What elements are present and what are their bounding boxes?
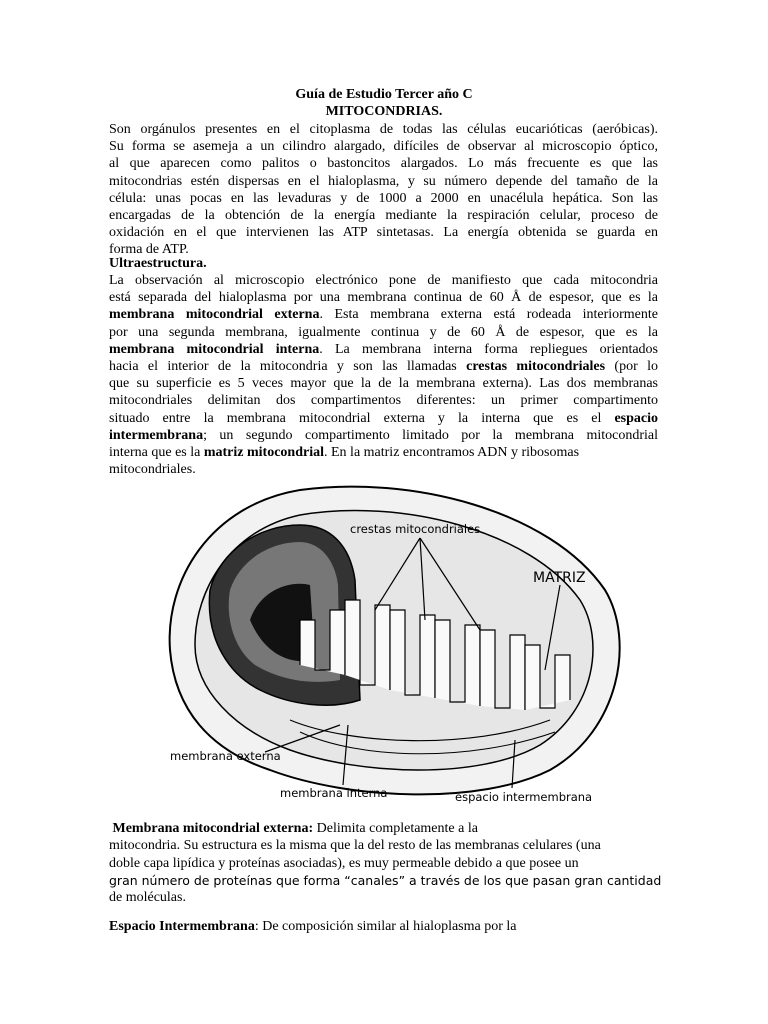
text-line: está separada del hialoplasma por una membrana continua de 60 Å de espesor, que es la	[109, 290, 658, 306]
text-line: forma de ATP.	[109, 242, 189, 258]
espacio-intermembrana-paragraph	[109, 918, 669, 935]
document-subtitle: MITOCONDRIAS.	[325, 104, 443, 119]
text-fragment: : De composición similar al hialoplasma por la	[254, 919, 517, 934]
text-line	[109, 444, 658, 461]
intro-paragraph	[109, 121, 658, 259]
text-line: mitocondrias estén dispersas en el hialoplasma, y su número depende del tamaño de la	[109, 173, 658, 189]
text-line: mitocondriales delimitan dos compartimentos diferentes: un primer compartimento	[109, 393, 658, 409]
term-crestas: crestas mitocondriales	[466, 359, 606, 375]
text-line: gran número de proteínas que forma “canales” a través de los que pasan gran cantidad	[109, 872, 662, 888]
text-line: doble capa lipídica y proteínas asociadas), es muy permeable debido a que posee un	[109, 855, 579, 871]
text-line: encargadas de la obtención de la energía mediante la respiración celular, proceso de	[109, 208, 658, 224]
text-fragment: . Esta membrana externa está rodeada interiormente	[319, 307, 658, 323]
text-line: al que aparecen como palitos o bastoncitos alargados. Lo más frecuente es que las	[109, 156, 658, 172]
text-line: por una segunda membrana, igualmente continua y de 60 Å de espesor, que es la	[109, 324, 658, 340]
text-fragment: ; un segundo compartimento limitado por la membrana mitocondrial	[203, 427, 658, 443]
ultraestructura-paragraph	[109, 272, 658, 478]
text-line: Su forma se asemeja a un cilindro alargado, difíciles de observar al microscopio óptico,	[109, 139, 658, 155]
text-line	[109, 410, 658, 427]
document-title: Guía de Estudio Tercer año C	[295, 87, 473, 102]
term-matriz: matriz mitocondrial	[203, 445, 324, 461]
term-membrana-externa: membrana mitocondrial externa	[109, 307, 320, 323]
text-fragment: . La membrana interna forma repliegues orientados	[319, 341, 658, 357]
section-heading-ultraestructura: Ultraestructura.	[109, 256, 207, 271]
text-line	[109, 820, 669, 837]
label-espacio-intermembrana: espacio intermembrana	[455, 790, 593, 804]
text-fragment: Delimita completamente a la	[313, 821, 478, 836]
text-fragment: . En la matriz encontramos ADN y ribosomas	[324, 445, 580, 461]
text-fragment: situado entre la membrana mitocondrial externa y la interna que es el	[109, 410, 615, 426]
membrana-externa-paragraph	[109, 820, 669, 906]
text-line: mitocondriales.	[109, 462, 196, 478]
text-line: La observación al microscopio electrónico pone de manifiesto que cada mitocondria	[109, 273, 658, 288]
text-line	[109, 427, 658, 444]
text-line: que su superficie es 5 veces mayor que la de la membrana externa). Las dos membranas	[109, 376, 658, 392]
term-espacio: espacio	[614, 410, 658, 426]
text-line: Son orgánulos presentes en el citoplasma de todas las células eucarióticas (aeróbicas).	[109, 122, 658, 137]
term-membrana-interna: membrana mitocondrial interna	[109, 341, 320, 357]
text-fragment: hacia el interior de la mitocondria y son las llamadas	[109, 359, 467, 375]
mitochondria-diagram	[150, 470, 630, 810]
text-line	[109, 306, 658, 323]
term-espacio-intermembrana: Espacio Intermembrana	[109, 919, 255, 934]
text-fragment: interna que es la	[109, 445, 204, 461]
text-line: oxidación en el que intervienen las ATP sintetasas. La energía obtenida se guarda en	[109, 225, 658, 241]
text-fragment: (por lo	[605, 359, 658, 375]
label-matriz: MATRIZ	[533, 570, 586, 586]
term-membrana-mitocondrial-externa: Membrana mitocondrial externa:	[112, 821, 314, 836]
label-membrana-externa: membrana externa	[170, 749, 281, 763]
label-membrana-interna: membrana interna	[280, 786, 388, 800]
text-line	[109, 358, 658, 375]
text-line: célula: unas pocas en las levaduras y de 1000 a 2000 en unacélula hepática. Son las	[109, 190, 658, 206]
text-line	[109, 341, 658, 358]
label-crestas-mitocondriales: crestas mitocondriales	[350, 522, 481, 536]
term-intermembrana: intermembrana	[109, 427, 204, 443]
text-line: mitocondria. Su estructura es la misma que la del resto de las membranas celulares (una	[109, 838, 601, 854]
text-line: de moléculas.	[109, 890, 186, 906]
